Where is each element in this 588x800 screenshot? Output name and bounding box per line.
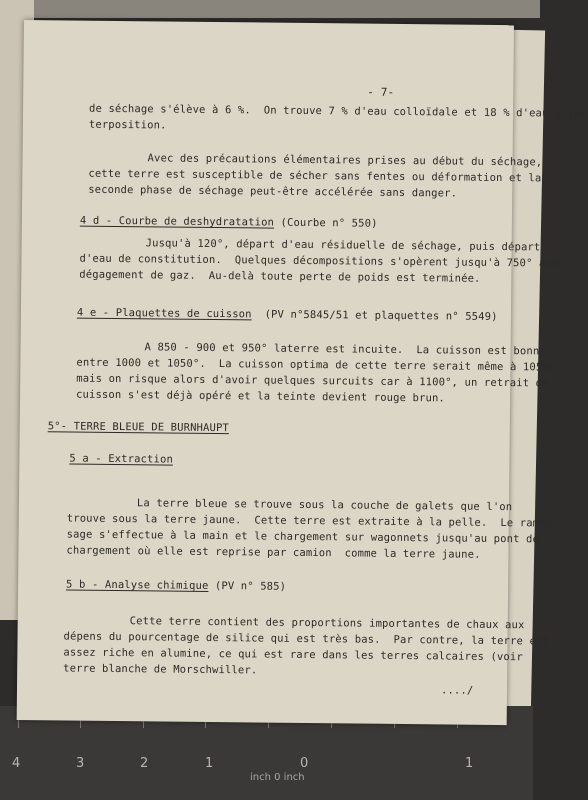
text-line: seconde phase de séchage peut-être accélérée sans danger. [88,183,458,200]
continued-marker: ..../ [440,684,474,697]
text-line: Jusqu'à 120°, départ d'eau résiduelle de séchage, puis départ [145,237,541,254]
text-line: assez riche en alumine, ce qui est rare dans les terres calcaires (voir [63,646,523,664]
text-line: cette terre est susceptible de sécher sans fentes ou déformation et la [88,167,542,185]
heading-ref: (PV n°5845/51 et plaquettes n° 5549) [264,308,498,323]
text-line: dégagement de gaz. Au-delà toute perte de poids est terminée. [79,268,481,285]
heading-title: 4 e - Plaquettes de cuisson [76,306,252,321]
text-line: Cette terre contient des proportions importantes de chaux aux [129,615,525,632]
ruler-label: inch 0 inch [250,772,305,783]
text-line: mais on risque alors d'avoir quelques surcuits car à 1100°, un retrait de [76,372,549,390]
section-heading-4d [80,215,378,230]
text-line: sage s'effectue à la main et le chargement sur wagonnets jusqu'au pont de [66,528,540,546]
text-line: terposition. [88,118,167,132]
text-line: entre 1000 et 1050°. La cuisson optima de cette terre serait même à 1050° [76,356,556,374]
text-line: cuisson s'est déjà opéré et la teinte devient rouge brun. [76,388,446,405]
text-line: chargement où elle est reprise par camion comme la terre jaune. [66,544,481,561]
text-line: terre blanche de Morschwiller. [63,662,258,677]
heading-title: 4 d - Courbe de deshydratation [79,214,275,229]
section-heading-5b [66,578,286,592]
document-page [17,20,588,725]
text-line: A 850 - 900 et 950° laterre est incuite. La cuisson est bonne [144,341,546,358]
page-number: - 7- [367,85,395,99]
ruler-number: 1 [205,756,214,771]
ruler-number: 1 [465,756,474,771]
ruler-number: 2 [140,756,149,771]
heading-title: 5 b - Analyse chimique [66,578,209,592]
ruler-number: 0 [300,756,309,771]
section-heading-5a: 5 a - Extraction [69,452,174,466]
ruler-number: 4 [12,756,21,771]
heading-ref: (PV n° 585) [214,580,287,593]
section-heading-5: 5°- TERRE BLEUE DE BURNHAUPT [47,420,230,435]
text-line: dépens du pourcentage de silice qui est très bas. Par contre, la terre est [63,630,549,648]
text-line: trouve sous la terre jaune. Cette terre est extraite à la pelle. Le ramas- [66,512,559,530]
ruler-number: 3 [76,756,85,771]
section-heading-4e [77,307,498,323]
background-strip [20,0,540,18]
text-line: d'eau de constitution. Quelques décompositions s'opèrent jusqu'à 750° avec [79,252,565,270]
heading-ref: (Courbe n° 550) [280,216,378,230]
text-line: La terre bleue se trouve sous la couche de galets que l'on [136,497,513,514]
text-line: de séchage s'élève à 6 %. On trouve 7 % d'eau colloïdale et 18 % d'eau d'in- [89,102,588,120]
text-line: Avec des précautions élémentaires prises au début du séchage, [147,152,543,169]
